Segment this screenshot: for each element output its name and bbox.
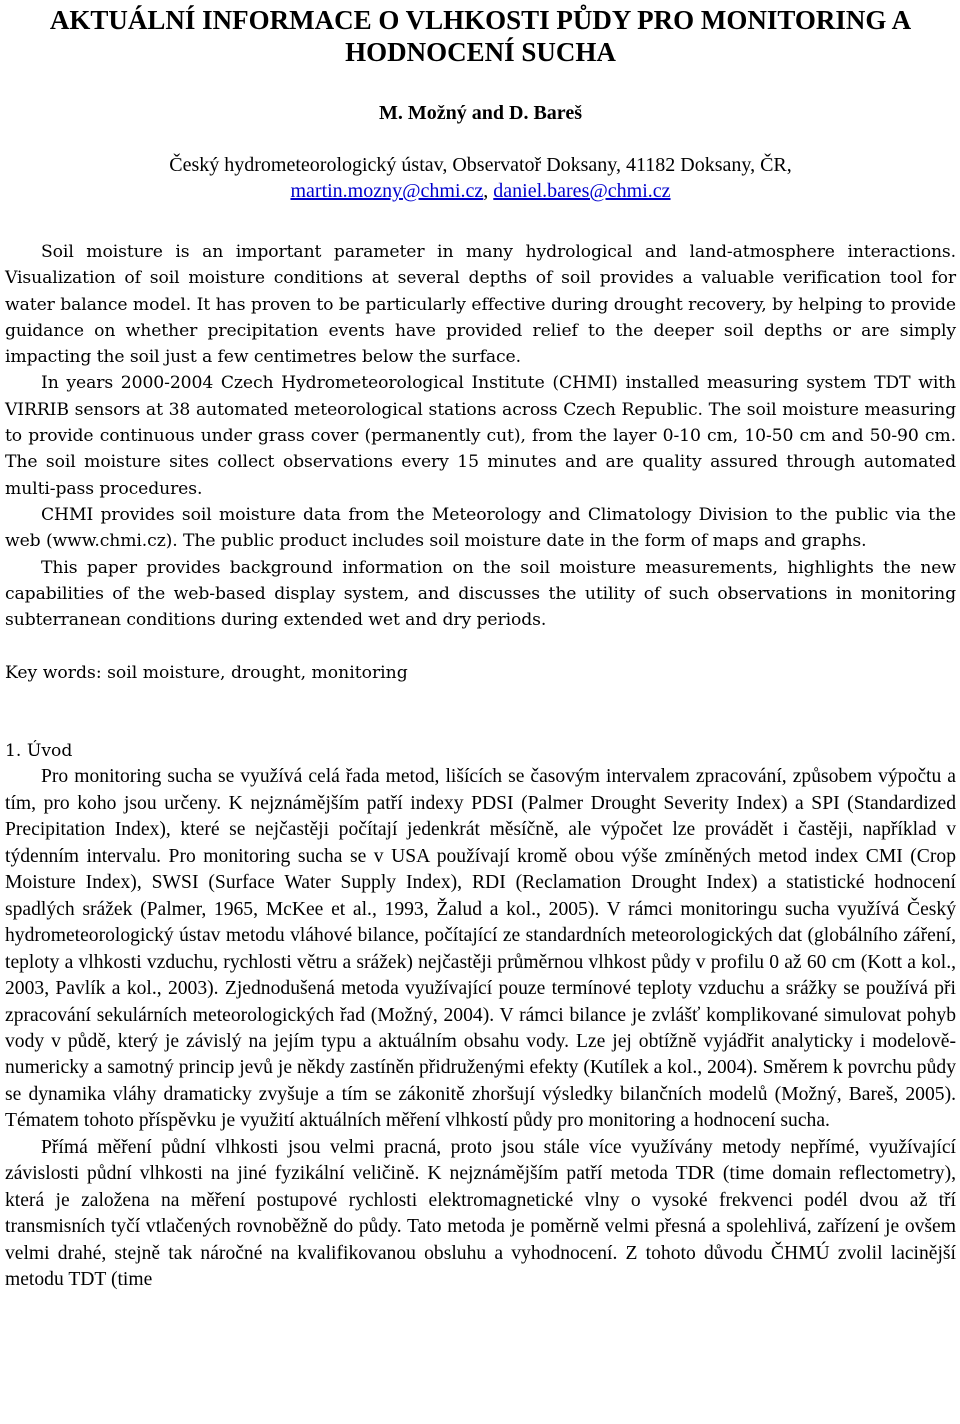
affiliation [5,152,956,204]
email-link-bares[interactable]: daniel.bares@chmi.cz [493,180,671,202]
paper-title [5,4,956,68]
body-paragraph: Přímá měření půdní vlhkosti jsou velmi pracná, proto jsou stále více využívány metody nepřímé, využívající závislosti půdní vlhkosti na jiné fyzikální veličině. K nejznámějším patří metoda TDR (time domain reflectometry), která je založena na měření postupové rychlosti elektromagnetické vlny o vysoké frekvenci podél dvou až tří transmisních tyčí vtlačených rovnoběžně do půdy. Tato metoda je poměrně velmi přesná a spolehlivá, zařízení je ovšem velmi drahé, stejně tak náročné na kvalifikovanou obsluhu a vyhodnocení. Z tohoto důvodu ČHMÚ zvolil lacinější metodu TDT (time [5,1136,956,1291]
body-paragraph: Pro monitoring sucha se využívá celá řada metod, lišících se časovým intervalem zpracování, způsobem výpočtu a tím, pro koho jsou určeny. K nejznámějším patří indexy PDSI (Palmer Drought Severity Index) a SPI (Standardized Precipitation Index), které se nejčastěji počítají jedenkrát měsíčně, ale výpočet lze provádět i častěji, například v týdenním intervalu. Pro monitoring sucha se v USA používají kromě obou výše zmíněných metod index CMI (Crop Moisture Index), SWSI (Surface Water Supply Index), RDI (Reclamation Drought Index) a statistické hodnocení spadlých srážek (Palmer, 1965, McKee et al., 1993, Žalud a kol., 2005). V rámci monitoringu sucha využívá Český hydrometeorologický ústav metodu vláhové bilance, počítající ze standardních meteorologických dat (globálního záření, teploty a vlhkosti vzduchu, rychlosti větru a srážek) nejčastěji průměrnou vlhkost půdy v profilu 0 až 60 cm (Kott a kol., 2003, Pavlík a kol., 2003). Zjednodušená metoda využívající pouze termínové teploty vzduchu a srážky se používá při zpracování sekulárních meteorologických řad (Možný, 2004). V rámci bilance je zvlášť komplikované simulovat pohyb vody v půdě, který je závislý na jejím typu a aktuálním obsahu vody. Lze jej obtížně vyjádřit analyticky i modelově-numericky a samotný princip jevů je někdy zastíněn přidruženými efekty (Kutílek a kol., 2004). Směrem k povrchu půdy se dynamika vláhy dramaticky zvyšuje a tím se zákonitě zhoršují výsledky bilančních modelů (Možný, Bareš, 2005). Tématem tohoto příspěvku je využití aktuálních měření vlhkostí půdy pro monitoring a hodnocení sucha. [5,766,956,1132]
title-line-1: AKTUÁLNÍ INFORMACE O VLHKOSTI PŮDY PRO MONITORING A [49,5,912,35]
affiliation-emails [5,178,956,204]
section-body [5,764,956,1293]
document-page [5,0,956,1294]
affiliation-institute: Český hydrometeorologický ústav, Observatoř Doksany, 41182 Doksany, ČR, [169,154,792,176]
title-line-2: HODNOCENÍ SUCHA [345,37,616,67]
abstract-paragraph: Soil moisture is an important parameter in many hydrological and land-atmosphere interactions. Visualization of soil moisture conditions at several depths of soil provides a valuable verification tool for water balance model. It has proven to be particularly effective during drought recovery, by helping to provide guidance on whether precipitation events have provided relief to the deeper soil depths or are simply impacting the soil just a few centimetres below the surface. [5,242,956,368]
abstract-paragraph: CHMI provides soil moisture data from the Meteorology and Climatology Division to the public via the web (www.chmi.cz). The public product includes soil moisture date in the form of maps and graphs. [5,504,956,552]
abstract [5,239,956,633]
keywords: Key words: soil moisture, drought, monitoring [5,663,408,684]
section-heading-uvod: 1. Úvod [5,741,73,762]
authors: M. Možný and D. Bareš [379,102,582,124]
email-link-mozny[interactable]: martin.mozny@chmi.cz [290,180,484,202]
abstract-paragraph: This paper provides background information on the soil moisture measurements, highlights the new capabilities of the web-based display system, and discusses the utility of such observations in monitoring subterranean conditions during extended wet and dry periods. [5,557,956,631]
email-separator: , [483,180,494,202]
abstract-paragraph: In years 2000-2004 Czech Hydrometeorological Institute (CHMI) installed measuring system TDT with VIRRIB sensors at 38 automated meteorological stations across Czech Republic. The soil moisture measuring to provide continuous under grass cover (permanently cut), from the layer 0-10 cm, 10-50 cm and 50-90 cm. The soil moisture sites collect observations every 15 minutes and are quality assured through automated multi-pass procedures. [5,373,956,499]
